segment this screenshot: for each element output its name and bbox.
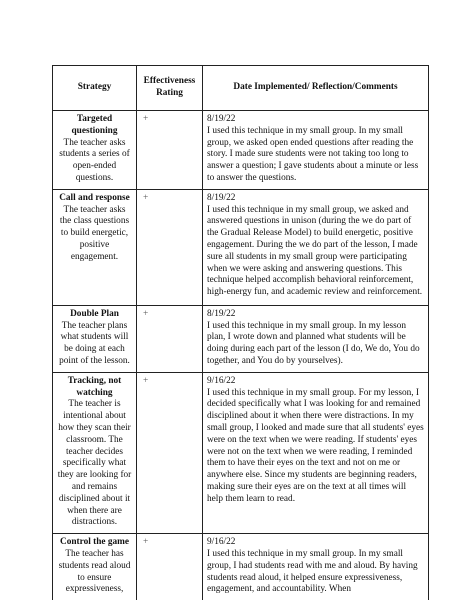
table-row [53,305,429,372]
reflection-cell [203,372,429,533]
strategy-name: Control the game [59,537,130,548]
strategy-description: The teacher has students read aloud to ensure expressiveness, [58,548,131,595]
reflection-cell [203,305,429,372]
reflection-cell [203,111,429,190]
strategy-name: Double Plan [70,308,119,319]
strategy-cell [53,534,137,600]
rating-cell: + [137,534,203,600]
reflection-text: I used this technique in my small group. In my small group, we asked open ended questions after reading the story. I made sure students were not taking too long to answer a question; I gave students about a minute or less to answer the questions. [207,125,419,183]
strategy-name: Targeted questioning [71,114,118,136]
table-row [53,534,429,600]
rating-cell: + [137,305,203,372]
strategy-table [52,65,429,600]
header-row [53,66,429,111]
header-reflection-comments: Date Implemented/ Reflection/Comments [203,66,429,111]
strategy-cell [53,189,137,305]
strategy-cell [53,372,137,533]
header-strategy: Strategy [53,66,137,111]
strategy-cell [53,111,137,190]
reflection-text: I used this technique in my small group, we asked and answered questions in unison (during the we do part of the Gradual Release Model) to build energetic, positive engagement. During the we do part of the lesson, I made sure all students in my small group were participating when we were asking and answering questions. This technique helped accomplish behavioral reinforcement, high-energy fun, and academic review and reinforcement. [207,204,423,298]
header-effectiveness-rating: Effectiveness Rating [137,66,203,111]
reflection-text: I used this technique in my small group. In my small group, I had students read with me and aloud. By having students read aloud, it helped ensure expressiveness, engagement, and accountability. When [207,548,418,595]
strategy-description: The teacher plans what students will be doing at each point of the lesson. [59,320,130,366]
reflection-cell [203,534,429,600]
reflection-cell [203,189,429,305]
strategy-name: Tracking, not watching [67,375,122,398]
implemented-date: 9/16/22 [207,537,236,548]
rating-cell: + [137,111,203,190]
implemented-date: 8/19/22 [207,192,236,203]
reflection-text: I used this technique in my small group. In my lesson plan, I wrote down and planned what students will be doing during each part of the lesson (I do, We do, You do together, and You do by yourselves). [207,320,420,366]
implemented-date: 8/19/22 [207,308,236,319]
table-row [53,189,429,305]
strategy-description: The teacher asks students a series of open-ended questions. [59,137,130,183]
strategy-cell [53,305,137,372]
reflection-text: I used this technique in my small group. For my lesson, I decided specifically what I was looking for and remained disciplined about it when there were distractions. In my small group, I looked and made sure that all students' eyes were on the text when we were reading. If students' eyes were not on the text when we were reading, I reminded them to have their eyes on the text and not on me or anywhere else. Since my students are beginning readers, making sure their eyes are on the text at all times will help them learn to read. [207,387,424,504]
rating-cell: + [137,189,203,305]
implemented-date: 8/19/22 [207,114,236,124]
implemented-date: 9/16/22 [207,375,236,386]
strategy-name: Call and response [59,192,130,203]
table-row [53,372,429,533]
strategy-description: The teacher is intentional about how they scan their classroom. The teacher decides specifically what they are looking for and remains disciplined about it when there are distractions. [57,399,132,528]
table-row [53,111,429,190]
strategy-description: The teacher asks the class questions to build energetic, positive engagement. [59,204,130,262]
rating-cell: + [137,372,203,533]
